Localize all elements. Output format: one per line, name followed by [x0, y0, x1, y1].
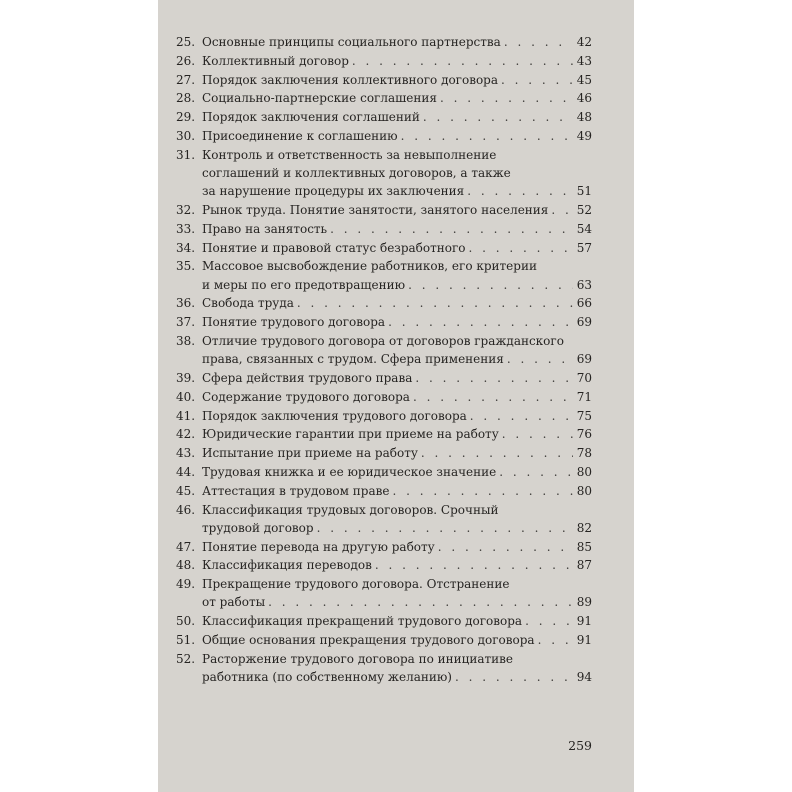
- toc-entry-body: [202, 71, 592, 89]
- toc-entry: [176, 52, 592, 70]
- toc-entry: [176, 612, 592, 630]
- toc-entry: [176, 71, 592, 89]
- page-number: 259: [568, 738, 592, 753]
- toc-entry-number: 39.: [176, 370, 196, 385]
- toc-entry-title-line: Массовое высвобождение работников, его критерии: [202, 259, 537, 274]
- toc-entry-page: 89: [576, 595, 592, 610]
- toc-entry-leader-line: [202, 407, 592, 425]
- toc-entry-page: 46: [576, 91, 592, 106]
- toc-entry-page: 76: [576, 427, 592, 442]
- table-of-contents: [176, 33, 592, 687]
- toc-entry-title: Классификация переводов: [202, 558, 372, 573]
- toc-entry-page: 54: [576, 221, 592, 236]
- toc-entry-leader-line: [202, 425, 592, 443]
- toc-entry-page: 57: [576, 240, 592, 255]
- toc-entry-leader-line: [202, 388, 592, 406]
- dot-leader: [499, 463, 573, 481]
- toc-entry-title: Рынок труда. Понятие занятости, занятого населения: [202, 202, 549, 217]
- toc-entry-number: 41.: [176, 408, 196, 423]
- toc-entry-body: [202, 369, 592, 387]
- toc-entry-page: 69: [576, 315, 592, 330]
- book-page: [158, 0, 634, 792]
- toc-entry-body: [202, 108, 592, 126]
- toc-entry-title: Свобода труда: [202, 296, 294, 311]
- toc-entry-number: 46.: [176, 502, 196, 517]
- dot-leader: [423, 108, 573, 126]
- toc-entry-number: 42.: [176, 427, 196, 442]
- toc-entry-body: [202, 407, 592, 425]
- toc-entry-title: Понятие перевода на другую работу: [202, 539, 435, 554]
- toc-entry-leader-line: [202, 444, 592, 462]
- toc-entry-page: 87: [576, 558, 592, 573]
- toc-entry-number: 33.: [176, 221, 196, 236]
- toc-entry-number: 31.: [176, 147, 196, 162]
- toc-entry-leader-line: [202, 519, 592, 537]
- toc-entry: [176, 575, 592, 611]
- toc-entry-leader-line: [202, 350, 592, 368]
- toc-entry-body: [202, 127, 592, 145]
- toc-entry-leader-line: [202, 52, 592, 70]
- toc-entry-leader-line: [202, 294, 592, 312]
- toc-entry-body: [202, 332, 592, 368]
- dot-leader: [470, 407, 573, 425]
- toc-entry-leader-line: [202, 276, 592, 294]
- toc-entry-page: 45: [576, 72, 592, 87]
- toc-entry-body: [202, 201, 592, 219]
- toc-entry-page: 66: [576, 296, 592, 311]
- toc-entry-number: 40.: [176, 389, 196, 404]
- toc-entry-number: 47.: [176, 539, 196, 554]
- toc-entry-title: Коллективный договор: [202, 53, 349, 68]
- toc-entry-number: 26.: [176, 53, 196, 68]
- dot-leader: [507, 350, 573, 368]
- toc-entry-page: 52: [576, 202, 592, 217]
- toc-entry-body: [202, 33, 592, 51]
- toc-entry-page: 94: [576, 669, 592, 684]
- toc-entry-page: 85: [576, 539, 592, 554]
- toc-entry-leader-line: [202, 239, 592, 257]
- toc-entry-title-line: Отличие трудового договора от договоров гражданского: [202, 333, 564, 348]
- toc-entry: [176, 650, 592, 686]
- toc-entry-number: 27.: [176, 72, 196, 87]
- toc-entry-leader-line: [202, 369, 592, 387]
- toc-entry-page: 91: [576, 632, 592, 647]
- toc-entry-title: Содержание трудового договора: [202, 389, 410, 404]
- toc-entry-title: Понятие трудового договора: [202, 315, 386, 330]
- toc-entry-number: 36.: [176, 296, 196, 311]
- toc-entry-number: 30.: [176, 128, 196, 143]
- toc-entry-body: [202, 239, 592, 257]
- toc-entry-title: за нарушение процедуры их заключения: [202, 184, 465, 199]
- toc-entry: [176, 257, 592, 293]
- toc-entry-page: 75: [576, 408, 592, 423]
- toc-entry-title-line: Контроль и ответственность за невыполнение: [202, 147, 497, 162]
- toc-entry-title: права, связанных с трудом. Сфера применения: [202, 352, 504, 367]
- toc-entry: [176, 538, 592, 556]
- toc-entry-title: Основные принципы социального партнерства: [202, 35, 501, 49]
- toc-entry-title-line: Прекращение трудового договора. Отстранение: [202, 577, 510, 592]
- toc-entry-number: 49.: [176, 577, 196, 592]
- toc-entry-title: Порядок заключения соглашений: [202, 110, 420, 125]
- toc-entry-leader-line: [202, 593, 592, 611]
- dot-leader: [502, 425, 573, 443]
- dot-leader: [317, 519, 573, 537]
- toc-entry-body: [202, 388, 592, 406]
- toc-entry: [176, 482, 592, 500]
- dot-leader: [538, 631, 573, 649]
- toc-entry-leader-line: [202, 556, 592, 574]
- toc-entry-number: 37.: [176, 315, 196, 330]
- toc-entry-title: Порядок заключения коллективного договора: [202, 72, 499, 87]
- toc-entry: [176, 201, 592, 219]
- toc-entry-body: [202, 425, 592, 443]
- toc-entry-page: 80: [576, 464, 592, 479]
- toc-entry-body: [202, 294, 592, 312]
- toc-entry: [176, 89, 592, 107]
- toc-entry-leader-line: [202, 463, 592, 481]
- toc-entry: [176, 313, 592, 331]
- toc-entry: [176, 369, 592, 387]
- dot-leader: [525, 612, 573, 630]
- toc-entry-title: Сфера действия трудового права: [202, 370, 413, 385]
- toc-entry-leader-line: [202, 482, 592, 500]
- dot-leader: [408, 276, 573, 294]
- toc-entry-leader-line: [202, 33, 592, 51]
- dot-leader: [375, 556, 573, 574]
- toc-entry-page: 70: [576, 370, 592, 385]
- toc-entry-title: Порядок заключения трудового договора: [202, 408, 467, 423]
- toc-entry-page: 49: [576, 128, 592, 143]
- toc-entry-leader-line: [202, 612, 592, 630]
- toc-entry-page: 63: [576, 277, 592, 292]
- toc-entry-title: от работы: [202, 595, 266, 610]
- toc-entry: [176, 108, 592, 126]
- dot-leader: [467, 182, 573, 200]
- dot-leader: [388, 313, 573, 331]
- toc-entry: [176, 444, 592, 462]
- toc-entry-body: [202, 146, 592, 201]
- toc-entry-page: 48: [576, 110, 592, 125]
- toc-entry-body: [202, 482, 592, 500]
- dot-leader: [415, 369, 573, 387]
- toc-entry: [176, 146, 592, 201]
- toc-entry-title: Общие основания прекращения трудового договора: [202, 632, 535, 647]
- dot-leader: [551, 201, 573, 219]
- dot-leader: [297, 294, 573, 312]
- toc-entry-leader-line: [202, 108, 592, 126]
- dot-leader: [469, 239, 573, 257]
- toc-entry-number: 45.: [176, 483, 196, 498]
- toc-entry-body: [202, 220, 592, 238]
- toc-entry-leader-line: [202, 127, 592, 145]
- toc-entry-title: Социально-партнерские соглашения: [202, 91, 437, 106]
- toc-entry-leader-line: [202, 538, 592, 556]
- toc-entry-number: 35.: [176, 259, 196, 274]
- toc-entry-leader-line: [202, 313, 592, 331]
- toc-entry-title-line: соглашений и коллективных договоров, а также: [202, 165, 511, 180]
- dot-leader: [352, 52, 573, 70]
- toc-entry-leader-line: [202, 71, 592, 89]
- toc-entry: [176, 220, 592, 238]
- toc-entry-number: 52.: [176, 651, 196, 666]
- dot-leader: [330, 220, 573, 238]
- toc-entry-body: [202, 89, 592, 107]
- toc-entry-title: Право на занятость: [202, 221, 328, 236]
- toc-entry-body: [202, 631, 592, 649]
- toc-entry: [176, 463, 592, 481]
- dot-leader: [392, 482, 573, 500]
- dot-leader: [455, 668, 573, 686]
- toc-entry-title: и меры по его предотвращению: [202, 277, 406, 292]
- toc-entry-leader-line: [202, 201, 592, 219]
- toc-entry-number: 48.: [176, 558, 196, 573]
- toc-entry: [176, 294, 592, 312]
- toc-entry-page: 71: [576, 389, 592, 404]
- toc-entry: [176, 407, 592, 425]
- toc-entry-number: 25.: [176, 35, 196, 49]
- toc-entry-title-line: Классификация трудовых договоров. Срочный: [202, 502, 499, 517]
- toc-entry-leader-line: [202, 668, 592, 686]
- toc-entry-leader-line: [202, 220, 592, 238]
- toc-entry-title: Аттестация в трудовом праве: [202, 483, 390, 498]
- dot-leader: [504, 33, 573, 51]
- toc-entry-body: [202, 650, 592, 686]
- toc-entry-number: 44.: [176, 464, 196, 479]
- toc-entry-page: 51: [576, 184, 592, 199]
- toc-entry-body: [202, 556, 592, 574]
- toc-entry-body: [202, 612, 592, 630]
- toc-entry-body: [202, 52, 592, 70]
- toc-entry-number: 38.: [176, 333, 196, 348]
- toc-entry-number: 51.: [176, 632, 196, 647]
- toc-entry: [176, 239, 592, 257]
- toc-entry-number: 28.: [176, 91, 196, 106]
- toc-entry: [176, 631, 592, 649]
- toc-entry-title: Присоединение к соглашению: [202, 128, 398, 143]
- toc-entry-body: [202, 501, 592, 537]
- toc-entry-number: 29.: [176, 110, 196, 125]
- toc-entry-body: [202, 575, 592, 611]
- toc-entry: [176, 332, 592, 368]
- dot-leader: [440, 89, 573, 107]
- toc-entry-body: [202, 313, 592, 331]
- toc-entry-leader-line: [202, 182, 592, 200]
- dot-leader: [438, 538, 573, 556]
- toc-entry-body: [202, 444, 592, 462]
- toc-entry-title: Трудовая книжка и ее юридическое значение: [202, 464, 497, 479]
- toc-entry-page: 43: [576, 53, 592, 68]
- toc-entry: [176, 33, 592, 51]
- toc-entry-body: [202, 257, 592, 293]
- dot-leader: [268, 593, 573, 611]
- toc-entry-number: 50.: [176, 614, 196, 629]
- toc-entry-page: 91: [576, 614, 592, 629]
- toc-entry-number: 32.: [176, 202, 196, 217]
- toc-entry-page: 80: [576, 483, 592, 498]
- dot-leader: [413, 388, 573, 406]
- toc-entry-body: [202, 538, 592, 556]
- toc-entry-title: работника (по собственному желанию): [202, 669, 452, 684]
- toc-entry: [176, 388, 592, 406]
- toc-entry-leader-line: [202, 89, 592, 107]
- dot-leader: [401, 127, 573, 145]
- toc-entry: [176, 556, 592, 574]
- toc-entry-number: 34.: [176, 240, 196, 255]
- toc-entry-leader-line: [202, 631, 592, 649]
- toc-entry-title: трудовой договор: [202, 520, 314, 535]
- toc-entry-page: 69: [576, 352, 592, 367]
- dot-leader: [501, 71, 573, 89]
- toc-entry: [176, 425, 592, 443]
- toc-entry-body: [202, 463, 592, 481]
- toc-entry-number: 43.: [176, 446, 196, 461]
- toc-entry-page: 42: [576, 35, 592, 49]
- toc-entry: [176, 127, 592, 145]
- toc-entry-title: Классификация прекращений трудового договора: [202, 614, 523, 629]
- toc-entry-page: 82: [576, 520, 592, 535]
- toc-entry: [176, 501, 592, 537]
- toc-entry-title: Юридические гарантии при приеме на работу: [202, 427, 499, 442]
- toc-entry-title: Понятие и правовой статус безработного: [202, 240, 466, 255]
- dot-leader: [421, 444, 573, 462]
- toc-entry-page: 78: [576, 446, 592, 461]
- toc-entry-title: Испытание при приеме на работу: [202, 446, 418, 461]
- toc-entry-title-line: Расторжение трудового договора по инициативе: [202, 651, 513, 666]
